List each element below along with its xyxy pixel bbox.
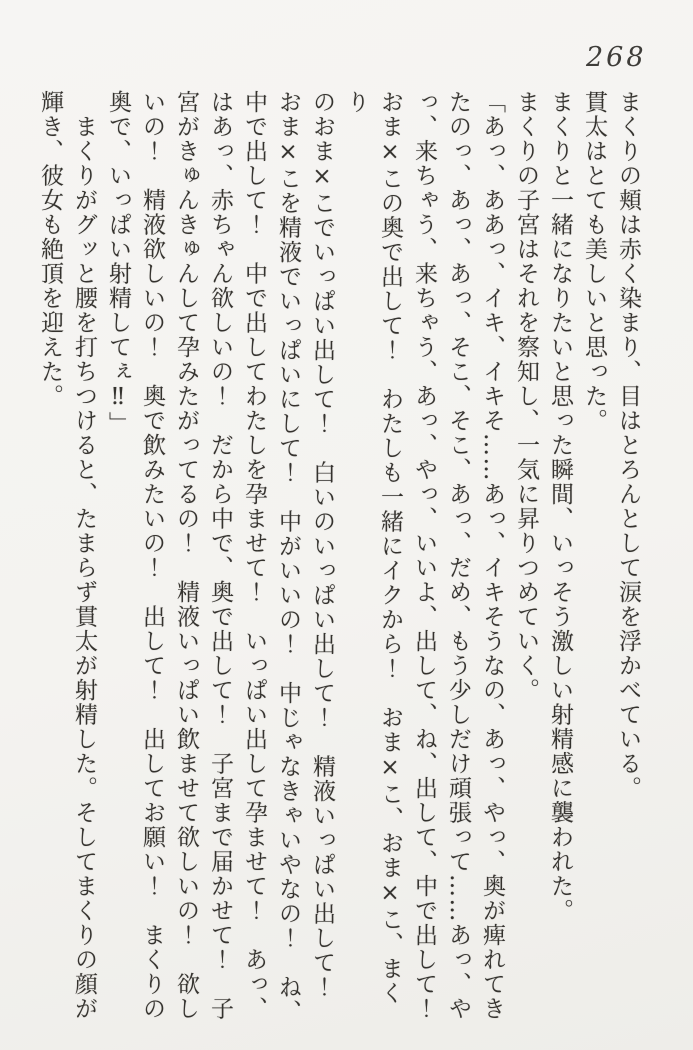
text-line: いの！ 精液欲しいの！ 奥で飲みたいの！ 出して！ 出してお願い！ まくりの — [139, 90, 165, 1021]
text-line: まくりと一緒になりたいと思った瞬間、いっそう激しい射精感に襲われた。 — [547, 90, 573, 923]
text-line: はあっ、赤ちゃん欲しいの！ だから中で、奥で出して！ 子宮まで届かせて！ 子 — [207, 90, 233, 1021]
text-columns — [37, 90, 645, 1025]
text-line: まくりの頬は赤く染まり、目はとろんとして涙を浮かべている。 — [615, 90, 641, 801]
text-line: たのっ、あっ、あっ、そこ、そこ、あっ、だめ、もう少しだけ頑張って……あっ、や — [445, 90, 471, 1021]
text-line: まくりの子宮はそれを察知し、一気に昇りつめていく。 — [513, 90, 539, 703]
text-line: おま×こを精液でいっぱいにして！ 中がいいの！ 中じゃなきゃいやなの！ ね、 — [275, 90, 301, 1024]
text-line: っ、来ちゃう、来ちゃう、あっ、やっ、いいよ、出して、ね、出して、中で出して！ — [411, 90, 437, 1021]
text-line: のおま×こでいっぱい出して！ 白いのいっぱい出して！ 精液いっぱい出して！ — [309, 90, 335, 1000]
text-line: 貫太はとても美しいと思った。 — [581, 90, 607, 433]
text-line: 「あっ、ああっ、イキ、イキそ……あっ、イキそうなの、あっ、やっ、奥が痺れてき — [479, 90, 505, 1021]
text-line: おま×この奥で出して！ わたしも一緒にイクから！ おま×こ、おま×こ、まくり — [343, 90, 403, 1006]
page-number: 268 — [586, 42, 647, 73]
text-line: 輝き、彼女も絶頂を迎えた。 — [37, 90, 63, 409]
text-line: 中で出して！ 中で出してわたしを孕ませて！ いっぱい出して孕ませて！ あっ、 — [241, 90, 267, 1021]
text-line: 奥で、いっぱい射精してぇ‼」 — [105, 90, 131, 436]
text-line: 宮がきゅんきゅんして孕みたがってるの！ 精液いっぱい飲ませて欲しいの！ 欲し — [173, 90, 199, 1021]
text-line: まくりがグッと腰を打ちつけると、たまらず貫太が射精した。そしてまくりの顔が — [71, 90, 97, 1021]
